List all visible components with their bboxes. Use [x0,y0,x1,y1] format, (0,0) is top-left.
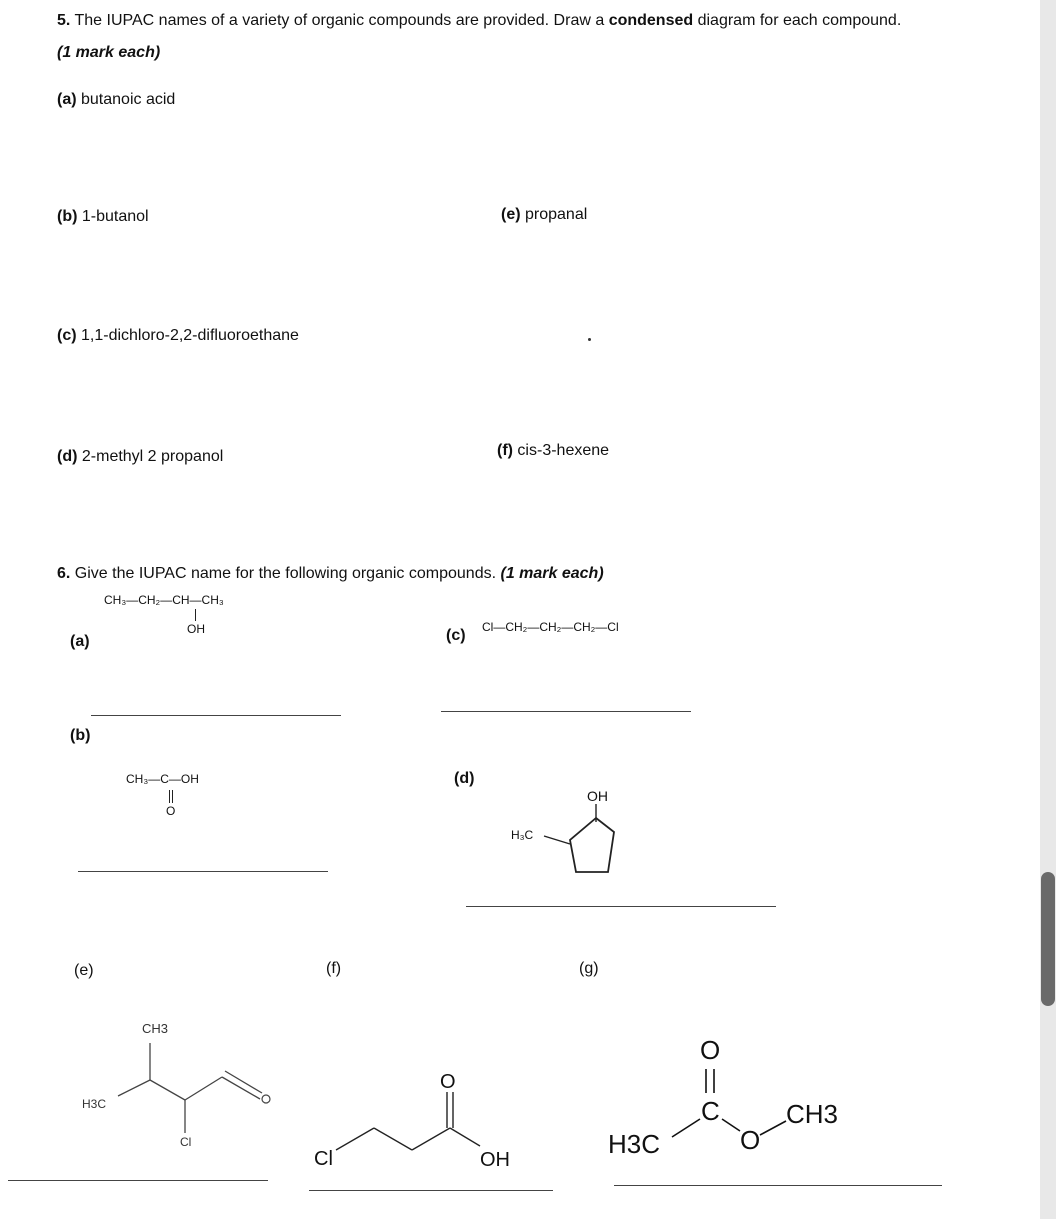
struct-g-ester [600,1025,900,1170]
q5-item-b-name: 1-butanol [77,208,149,225]
struct-g-ch3: CH3 [786,1099,839,1129]
struct-f-skeletal [300,1070,540,1170]
struct-e-cl: Cl [180,1135,192,1149]
scrollbar-thumb[interactable] [1041,872,1055,1006]
q5-item-f-name: cis-3-hexene [512,442,610,459]
q5-item-e-name: propanal [520,206,588,223]
struct-b-chain: CH₃—C—OH [126,772,199,786]
q6-marks: (1 mark each) [496,565,604,582]
q5-item-d-label: (d) [57,448,78,465]
struct-b-double-bond [169,790,173,803]
q5-item-d [57,448,223,466]
scrollbar-track[interactable] [1040,0,1056,1219]
q5-item-f-label: (f) [497,442,513,459]
struct-g-c: C [701,1096,720,1126]
answer-line-c[interactable] [441,711,691,712]
struct-e-o-atom [262,1095,270,1103]
q6-label-f: (f) [326,960,342,977]
q6-label-e: (e) [74,962,94,979]
q5-item-c [57,327,299,345]
q5-item-e [501,206,587,224]
struct-f-oh: OH [480,1149,510,1170]
struct-a-bond [195,609,196,621]
q5-item-c-name: 1,1-dichloro-2,2-difluoroethane [76,327,299,344]
q5-item-b [57,208,149,226]
q5-item-d-name: 2-methyl 2 propanol [77,448,224,465]
q5-item-e-label: (e) [501,206,521,223]
q6-label-a: (a) [70,633,90,650]
struct-e-h3c: H3C [82,1097,107,1111]
answer-line-d[interactable] [466,906,776,907]
struct-a-oh: OH [187,622,205,636]
q6-label-g: (g) [579,960,599,977]
struct-e-skeletal [60,1005,290,1165]
answer-line-e[interactable] [8,1180,268,1181]
q5-text-after: diagram for each compound. [693,12,902,29]
q6-text: Give the IUPAC name for the following organic compounds. [70,565,497,582]
q5-item-b-label: (b) [57,208,78,225]
q5-marks: (1 mark each) [57,44,161,61]
q5-item-f [497,442,609,460]
q5-item-c-label: (c) [57,327,77,344]
answer-line-g[interactable] [614,1185,942,1186]
struct-a-chain: CH₃—CH₂—CH—CH₃ [104,593,224,607]
struct-g-h3c: H3C [608,1129,661,1159]
q5-item-a-label: (a) [57,91,77,108]
q6-number: 6. [57,565,71,582]
q6-prompt [57,565,604,583]
struct-f-cl: Cl [314,1148,333,1170]
q5-number: 5. [57,12,71,29]
struct-d-oh: OH [587,788,608,804]
answer-line-b[interactable] [78,871,328,872]
struct-f-o: O [440,1071,456,1093]
q5-prompt [57,12,901,30]
struct-c-chain: Cl—CH₂—CH₂—CH₂—Cl [482,620,619,634]
struct-d-h3c: H₃C [511,828,534,842]
answer-line-a[interactable] [91,715,341,716]
struct-g-o-mid: O [740,1125,761,1155]
q5-text-bold: condensed [608,12,694,29]
answer-line-f[interactable] [309,1190,553,1191]
q5-item-a-name: butanoic acid [76,91,176,108]
q6-label-b: (b) [70,727,91,744]
q5-item-a [57,91,175,109]
q6-label-d: (d) [454,770,475,787]
q5-text-before: The IUPAC names of a variety of organic compounds are provided. Draw a [70,12,609,29]
q6-label-c: (c) [446,627,466,644]
stray-dot [588,338,591,341]
struct-b-o: O [166,804,176,818]
struct-g-o-top: O [700,1035,721,1065]
struct-d-ring [540,800,630,880]
struct-e-ch3: CH3 [142,1021,169,1036]
